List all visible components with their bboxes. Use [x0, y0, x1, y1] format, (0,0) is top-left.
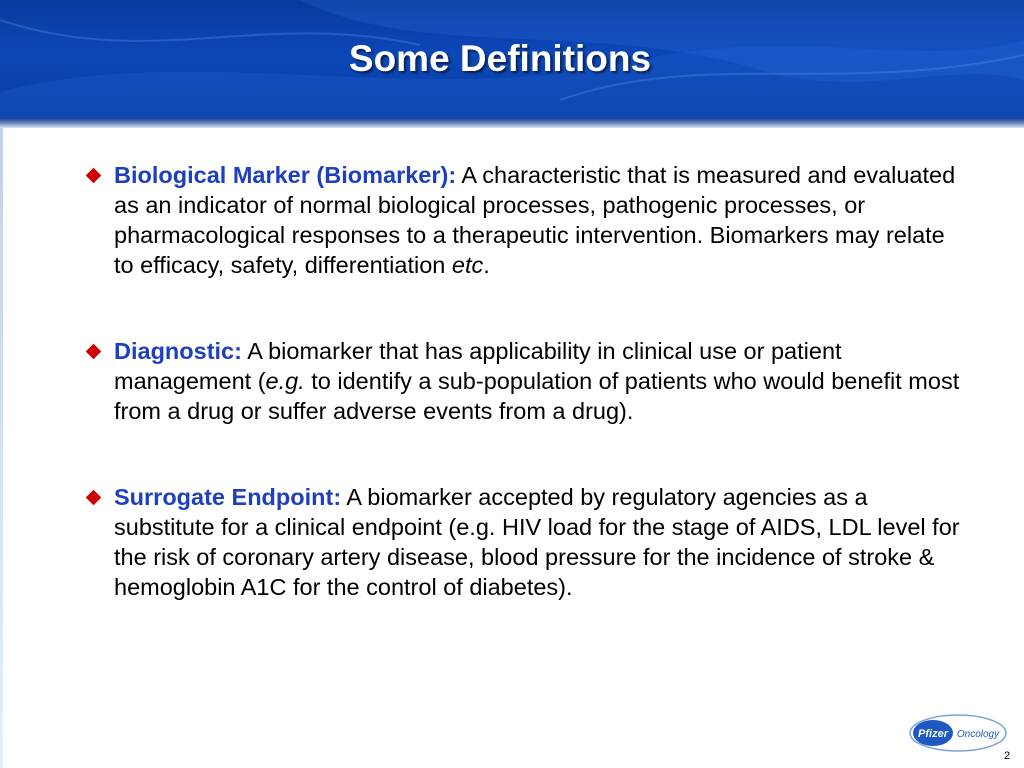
bullet-biomarker [84, 160, 964, 280]
logo-division-text: Oncology [956, 729, 1000, 740]
bullet-list [84, 160, 964, 602]
diamond-bullet-icon [86, 344, 102, 360]
definition-diagnostic-b: to identify a sub-population of patients who would benefit most from a drug or suffer adverse events from a drug). [114, 368, 960, 424]
page-number: 2 [1004, 750, 1011, 762]
term-surrogate-endpoint: Surrogate Endpoint: [114, 484, 342, 510]
definition-biomarker-b: . [483, 252, 490, 278]
definition-diagnostic-a: A biomarker that has applicability in clinical use or patient management ( [114, 338, 842, 394]
left-edge-line [0, 128, 3, 768]
definition-diagnostic-italic: e.g. [265, 368, 305, 394]
slide-title: Some Definitions [348, 38, 652, 79]
definition-biomarker-italic: etc [451, 252, 484, 278]
term-diagnostic: Diagnostic: [114, 338, 242, 364]
header-rule [0, 118, 1024, 128]
bullet-surrogate-endpoint [84, 482, 964, 602]
term-biomarker: Biological Marker (Biomarker): [114, 162, 457, 188]
bullet-diagnostic [84, 336, 964, 426]
logo-brand-text: Pfizer [918, 728, 948, 740]
pfizer-oncology-logo [908, 712, 1008, 754]
definition-biomarker-a: A characteristic that is measured and evaluated as an indicator of normal biological processes, pathogenic processes, or pharmacological responses to a therapeutic intervention. Biomarkers may relate to efficacy, safety, differentiation [114, 162, 956, 278]
definition-surrogate-endpoint: A biomarker accepted by regulatory agencies as a substitute for a clinical endpoint (e.g. HIV load for the stage of AIDS, LDL level for the risk of coronary artery disease, blood pressure for the incidence of stroke & hemoglobin A1C for the control of diabetes). [114, 484, 960, 600]
slide-header [0, 0, 1024, 118]
diamond-bullet-icon [86, 168, 102, 184]
diamond-bullet-icon [86, 490, 102, 506]
